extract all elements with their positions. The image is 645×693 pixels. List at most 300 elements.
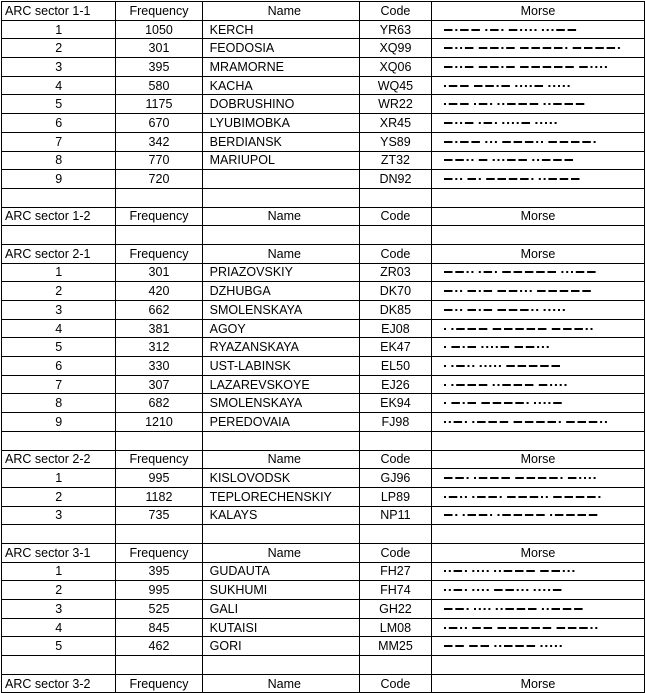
morse-dot [467, 159, 469, 161]
morse-dot [553, 85, 555, 87]
station-morse [431, 600, 644, 619]
code-header: Code [359, 207, 431, 226]
morse-dash [607, 47, 616, 49]
morse-dot [474, 477, 476, 479]
morse-dot [485, 29, 487, 31]
morse-dash [589, 421, 598, 423]
morse-dot [465, 589, 467, 591]
morse-dot [487, 589, 489, 591]
morse-dot [572, 570, 574, 572]
morse-dash [502, 271, 511, 273]
morse-dash [574, 328, 583, 330]
morse-dot [544, 103, 546, 105]
station-frequency: 735 [116, 506, 202, 525]
station-morse [431, 114, 644, 133]
station-number: 1 [2, 562, 116, 581]
morse-dot [605, 421, 607, 423]
morse-dot [463, 402, 465, 404]
morse-dash [467, 346, 476, 348]
empty-cell [202, 525, 359, 544]
morse-dot [566, 271, 568, 273]
station-number: 1 [2, 20, 116, 39]
station-morse [431, 20, 644, 39]
morse-dash [444, 178, 453, 180]
morse-dash [477, 421, 486, 423]
station-row [2, 338, 645, 357]
morse-dash [551, 608, 560, 610]
morse-dash [455, 645, 464, 647]
morse-dot [497, 384, 499, 386]
morse-wrapper [432, 326, 644, 332]
morse-code-graphic [444, 382, 644, 388]
station-code: FJ98 [359, 413, 431, 432]
morse-dash [509, 309, 518, 311]
morse-wrapper [432, 512, 644, 518]
morse-dot [530, 29, 532, 31]
morse-wrapper [432, 157, 644, 163]
morse-dot [544, 309, 546, 311]
arc-sector-table [1, 1, 645, 693]
morse-dash [484, 309, 493, 311]
morse-dash [521, 122, 530, 124]
morse-header: Morse [431, 450, 644, 469]
station-morse [431, 357, 644, 376]
station-code: EK94 [359, 394, 431, 413]
name-header: Name [202, 543, 359, 562]
empty-cell [431, 525, 644, 544]
morse-wrapper [432, 382, 644, 388]
station-frequency: 1175 [116, 95, 202, 114]
morse-dash [505, 589, 514, 591]
morse-dot [534, 29, 536, 31]
morse-dash [549, 477, 558, 479]
morse-dot [460, 627, 462, 629]
morse-dot [493, 159, 495, 161]
morse-dot [525, 290, 527, 292]
frequency-header: Frequency [116, 674, 202, 693]
morse-dot [471, 159, 473, 161]
morse-dot [451, 365, 453, 367]
morse-dot [494, 570, 496, 572]
morse-dot [555, 384, 557, 386]
morse-dot [525, 85, 527, 87]
empty-cell [359, 525, 431, 544]
morse-dash [497, 627, 506, 629]
empty-cell [202, 226, 359, 245]
morse-dot [548, 402, 550, 404]
morse-dot [563, 309, 565, 311]
station-morse [431, 76, 644, 95]
morse-dot [465, 496, 467, 498]
station-frequency: 580 [116, 76, 202, 95]
morse-dot [460, 309, 462, 311]
station-name: TEPLORECHENSKIY [202, 487, 359, 506]
station-name: GORI [202, 637, 359, 656]
morse-dash [460, 85, 469, 87]
morse-dot [472, 589, 474, 591]
station-name: BERDIANSK [202, 132, 359, 151]
morse-dash [568, 477, 577, 479]
station-frequency: 662 [116, 301, 202, 320]
morse-dot [472, 421, 474, 423]
morse-dash [536, 514, 545, 516]
station-morse [431, 39, 644, 58]
station-name: GUDAUTA [202, 562, 359, 581]
name-header: Name [202, 450, 359, 469]
morse-dash [467, 178, 476, 180]
spacer-row [2, 656, 645, 675]
morse-dot [542, 29, 544, 31]
morse-dash [579, 66, 588, 68]
sector-label: ARC sector 3-2 [2, 674, 116, 693]
station-frequency: 682 [116, 394, 202, 413]
morse-dot [598, 496, 600, 498]
morse-dash [509, 290, 518, 292]
morse-dash [444, 66, 453, 68]
morse-dot [444, 627, 446, 629]
morse-code-graphic [444, 27, 644, 33]
morse-dash [455, 608, 464, 610]
morse-dash [554, 66, 563, 68]
morse-dash [455, 271, 464, 273]
station-morse [431, 487, 644, 506]
morse-dash [467, 290, 476, 292]
morse-dash [547, 271, 556, 273]
morse-dash [525, 271, 534, 273]
station-code: YS89 [359, 132, 431, 151]
morse-dash [539, 384, 548, 386]
morse-dash [444, 271, 453, 273]
morse-dot [455, 29, 457, 31]
station-row [2, 263, 645, 282]
morse-dash [589, 514, 598, 516]
station-code: EJ26 [359, 375, 431, 394]
morse-dot [537, 159, 539, 161]
station-code: MM25 [359, 637, 431, 656]
station-morse [431, 319, 644, 338]
station-row [2, 469, 645, 488]
morse-dash [582, 290, 591, 292]
morse-dash [576, 103, 585, 105]
station-morse [431, 301, 644, 320]
station-code: DN92 [359, 170, 431, 189]
morse-dot [490, 141, 492, 143]
station-morse [431, 618, 644, 637]
morse-dot [560, 645, 562, 647]
morse-dash [444, 290, 453, 292]
station-frequency: 420 [116, 282, 202, 301]
morse-dash [465, 66, 474, 68]
station-code: NP11 [359, 506, 431, 525]
station-name: PRIAZOVSKIY [202, 263, 359, 282]
station-number: 3 [2, 600, 116, 619]
morse-dash [467, 309, 476, 311]
morse-wrapper [432, 419, 644, 425]
morse-dash [449, 627, 458, 629]
station-frequency: 525 [116, 600, 202, 619]
morse-code-graphic [444, 494, 644, 500]
morse-dash [568, 29, 577, 31]
morse-dash [518, 365, 527, 367]
station-code: XQ06 [359, 58, 431, 77]
station-name: FEODOSIA [202, 39, 359, 58]
station-code: LM08 [359, 618, 431, 637]
morse-dash [518, 496, 527, 498]
morse-dash [493, 402, 502, 404]
station-code: GH22 [359, 600, 431, 619]
station-number: 9 [2, 413, 116, 432]
morse-dash [566, 421, 575, 423]
station-name: MARIUPOL [202, 151, 359, 170]
morse-dash [520, 627, 529, 629]
morse-dot [525, 29, 527, 31]
morse-dash [536, 421, 545, 423]
morse-dot [595, 627, 597, 629]
morse-dash [509, 29, 518, 31]
morse-dot [449, 570, 451, 572]
morse-dot [455, 122, 457, 124]
morse-dash [517, 608, 526, 610]
station-frequency: 395 [116, 58, 202, 77]
morse-dash [560, 290, 569, 292]
morse-dot [487, 570, 489, 572]
station-row [2, 95, 645, 114]
morse-dash [501, 477, 510, 479]
station-row [2, 487, 645, 506]
morse-wrapper [432, 139, 644, 145]
station-number: 8 [2, 394, 116, 413]
station-number: 4 [2, 319, 116, 338]
sector-header-row [2, 450, 645, 469]
station-row [2, 357, 645, 376]
morse-dash [543, 47, 552, 49]
morse-dot [565, 47, 567, 49]
morse-dot [444, 421, 446, 423]
morse-dot [515, 85, 517, 87]
morse-dash [467, 328, 476, 330]
morse-dash [444, 608, 453, 610]
morse-dash [527, 477, 536, 479]
station-frequency: 995 [116, 469, 202, 488]
morse-dot [594, 141, 596, 143]
empty-cell [359, 188, 431, 207]
morse-code-graphic [444, 419, 644, 425]
morse-dot [465, 627, 467, 629]
code-header: Code [359, 2, 431, 21]
morse-wrapper [432, 27, 644, 33]
name-header: Name [202, 2, 359, 21]
morse-dash [577, 421, 586, 423]
morse-dash [582, 141, 591, 143]
morse-dot [502, 103, 504, 105]
empty-cell [431, 188, 644, 207]
morse-dash [444, 309, 453, 311]
morse-dash [507, 496, 515, 498]
morse-dot [460, 496, 462, 498]
morse-dash [460, 141, 469, 143]
station-name: GALI [202, 600, 359, 619]
station-row [2, 618, 645, 637]
station-name: DOBRUSHINO [202, 95, 359, 114]
morse-dot [467, 608, 469, 610]
morse-dash [460, 29, 469, 31]
morse-dot [455, 514, 457, 516]
morse-dash [564, 159, 573, 161]
morse-wrapper [432, 101, 644, 107]
morse-dash [527, 645, 536, 647]
station-name: LYUBIMOBKA [202, 114, 359, 133]
morse-dot [547, 346, 549, 348]
station-frequency: 720 [116, 170, 202, 189]
morse-code-graphic [444, 363, 644, 369]
morse-wrapper [432, 400, 644, 406]
station-code: DK70 [359, 282, 431, 301]
morse-dash [520, 309, 529, 311]
station-name: SMOLENSKAYA [202, 394, 359, 413]
morse-dash [444, 141, 453, 143]
station-morse [431, 469, 644, 488]
morse-dash [553, 496, 562, 498]
morse-wrapper [432, 643, 644, 649]
morse-dot [600, 66, 602, 68]
morse-dash [479, 328, 488, 330]
morse-dash [484, 122, 493, 124]
morse-dash [497, 290, 506, 292]
morse-wrapper [432, 176, 644, 182]
morse-dash [451, 402, 460, 404]
morse-code-graphic [444, 176, 644, 182]
morse-dot [555, 122, 557, 124]
morse-dot [534, 589, 536, 591]
empty-cell [2, 188, 116, 207]
station-code: GJ96 [359, 469, 431, 488]
morse-dot [465, 570, 467, 572]
morse-dash [542, 159, 551, 161]
morse-dash [530, 496, 539, 498]
morse-dash [518, 159, 527, 161]
morse-wrapper [432, 120, 644, 126]
morse-dot [444, 496, 446, 498]
morse-dot [541, 141, 543, 143]
morse-dot [486, 346, 488, 348]
morse-dot [499, 365, 501, 367]
morse-dot [472, 365, 474, 367]
morse-dash [467, 402, 476, 404]
morse-dash [518, 103, 527, 105]
morse-dash [520, 178, 529, 180]
spacer-row [2, 431, 645, 450]
morse-dot [550, 514, 552, 516]
station-number: 4 [2, 618, 116, 637]
morse-dot [618, 47, 620, 49]
morse-dot [444, 85, 446, 87]
morse-dot [600, 421, 602, 423]
morse-code-graphic [444, 400, 644, 406]
station-frequency: 845 [116, 618, 202, 637]
morse-dot [479, 122, 481, 124]
station-code: DK85 [359, 301, 431, 320]
sector-label: ARC sector 1-1 [2, 2, 116, 21]
morse-dash [515, 328, 524, 330]
morse-code-graphic [444, 101, 644, 107]
morse-dot [479, 271, 481, 273]
morse-dash [444, 47, 453, 49]
station-frequency: 770 [116, 151, 202, 170]
morse-dot [590, 328, 592, 330]
frequency-header: Frequency [116, 543, 202, 562]
morse-dash [479, 66, 488, 68]
morse-dash [474, 85, 483, 87]
morse-dash [454, 589, 463, 591]
morse-dot [488, 608, 490, 610]
morse-dash [552, 328, 561, 330]
morse-dash [506, 47, 515, 49]
morse-dash [505, 608, 514, 610]
morse-dot [545, 645, 547, 647]
morse-dash [566, 514, 575, 516]
morse-dash [543, 66, 552, 68]
morse-dot [455, 290, 457, 292]
morse-dot [530, 85, 532, 87]
station-morse [431, 282, 644, 301]
station-number: 9 [2, 170, 116, 189]
morse-dash [534, 85, 543, 87]
station-number: 5 [2, 338, 116, 357]
morse-dash [526, 346, 535, 348]
morse-dot [536, 309, 538, 311]
morse-dash [465, 47, 474, 49]
morse-dot [605, 66, 607, 68]
morse-dash [481, 402, 490, 404]
morse-dot [571, 271, 573, 273]
morse-dash [576, 271, 585, 273]
morse-dash [543, 627, 552, 629]
morse-dash [525, 421, 534, 423]
morse-dot [463, 346, 465, 348]
morse-dash [531, 66, 540, 68]
morse-dot [495, 271, 497, 273]
morse-dash [455, 477, 464, 479]
station-name: DZHUBGA [202, 282, 359, 301]
morse-dash [467, 384, 476, 386]
morse-dot [535, 122, 537, 124]
morse-dot [449, 589, 451, 591]
morse-dash [527, 328, 536, 330]
station-number: 2 [2, 282, 116, 301]
empty-cell [116, 226, 202, 245]
morse-dot [584, 477, 586, 479]
morse-dot [455, 178, 457, 180]
morse-dot [520, 290, 522, 292]
morse-dot [517, 589, 519, 591]
morse-dash [565, 66, 574, 68]
morse-dot [579, 477, 581, 479]
sector-label: ARC sector 3-1 [2, 543, 116, 562]
station-row [2, 637, 645, 656]
morse-dot [520, 29, 522, 31]
station-code: EJ08 [359, 319, 431, 338]
morse-dash [469, 645, 478, 647]
morse-dot [550, 645, 552, 647]
morse-dash [455, 159, 464, 161]
morse-wrapper [432, 568, 644, 574]
morse-dash [502, 384, 511, 386]
morse-dot [520, 85, 522, 87]
frequency-header: Frequency [116, 207, 202, 226]
morse-dot [532, 159, 534, 161]
morse-dash [530, 103, 539, 105]
morse-dash [493, 328, 502, 330]
